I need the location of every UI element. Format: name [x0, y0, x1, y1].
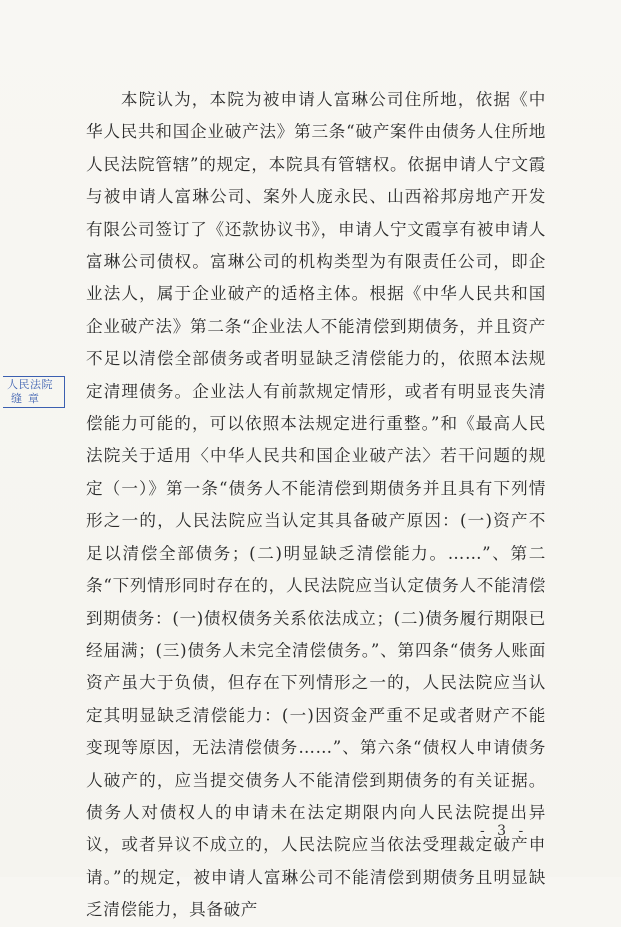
page-number: - 3 -	[480, 823, 528, 839]
body-paragraph: 本院认为，本院为被申请人富琳公司住所地，依据《中华人民共和国企业破产法》第三条“破产案件由债务人住所地人民法院管辖”的规定，本院具有管辖权。依据申请人宁文霞与被申请人富琳公司、案外人庞永民、山西裕邦房地产开发有限公司签订了《还款协议书》，申请人宁文霞享有被申请人富琳公司债权。富琳公司的机构类型为有限责任公司，即企业法人，属于企业破产的适格主体。根据《中华人民共和国企业破产法》第二条“企业法人不能清偿到期债务，并且资产不足以清偿全部债务或者明显缺乏清偿能力的，依照本法规定清理债务。企业法人有前款规定情形，或者有明显丧失清偿能力可能的，可以依照本法规定进行重整。”和《最高人民法院关于适用〈中华人民共和国企业破产法〉若干问题的规定（一）》第一条“债务人不能清偿到期债务并且具有下列情形之一的，人民法院应当认定其具备破产原因：(一)资产不足以清偿全部债务；(二)明显缺乏清偿能力。……”、第二条“下列情形同时存在的，人民法院应当认定债务人不能清偿到期债务：(一)债权债务关系依法成立；(二)债务履行期限已经届满；(三)债务人未完全清偿债务。”、第四条“债务人账面资产虽大于负债，但存在下列情形之一的，人民法院应当认定其明显缺乏清偿能力：(一)因资金严重不足或者财产不能变现等原因，无法清偿债务……”、第六条“债权人申请债务人破产的，应当提交债务人不能清偿到期债务的有关证据。债务人对债权人的申请未在法定期限内向人民法院提出异议，或者异议不成立的，人民法院应当依法受理裁定破产申请。”的规定，被申请人富琳公司不能清偿到期债务且明显缺乏清偿能力，具备破产	[86, 90, 546, 920]
seal-text-line1: 人民法院	[7, 378, 53, 391]
seal-text-line2: 缝章	[11, 392, 45, 405]
seam-seal-stamp	[3, 376, 65, 408]
